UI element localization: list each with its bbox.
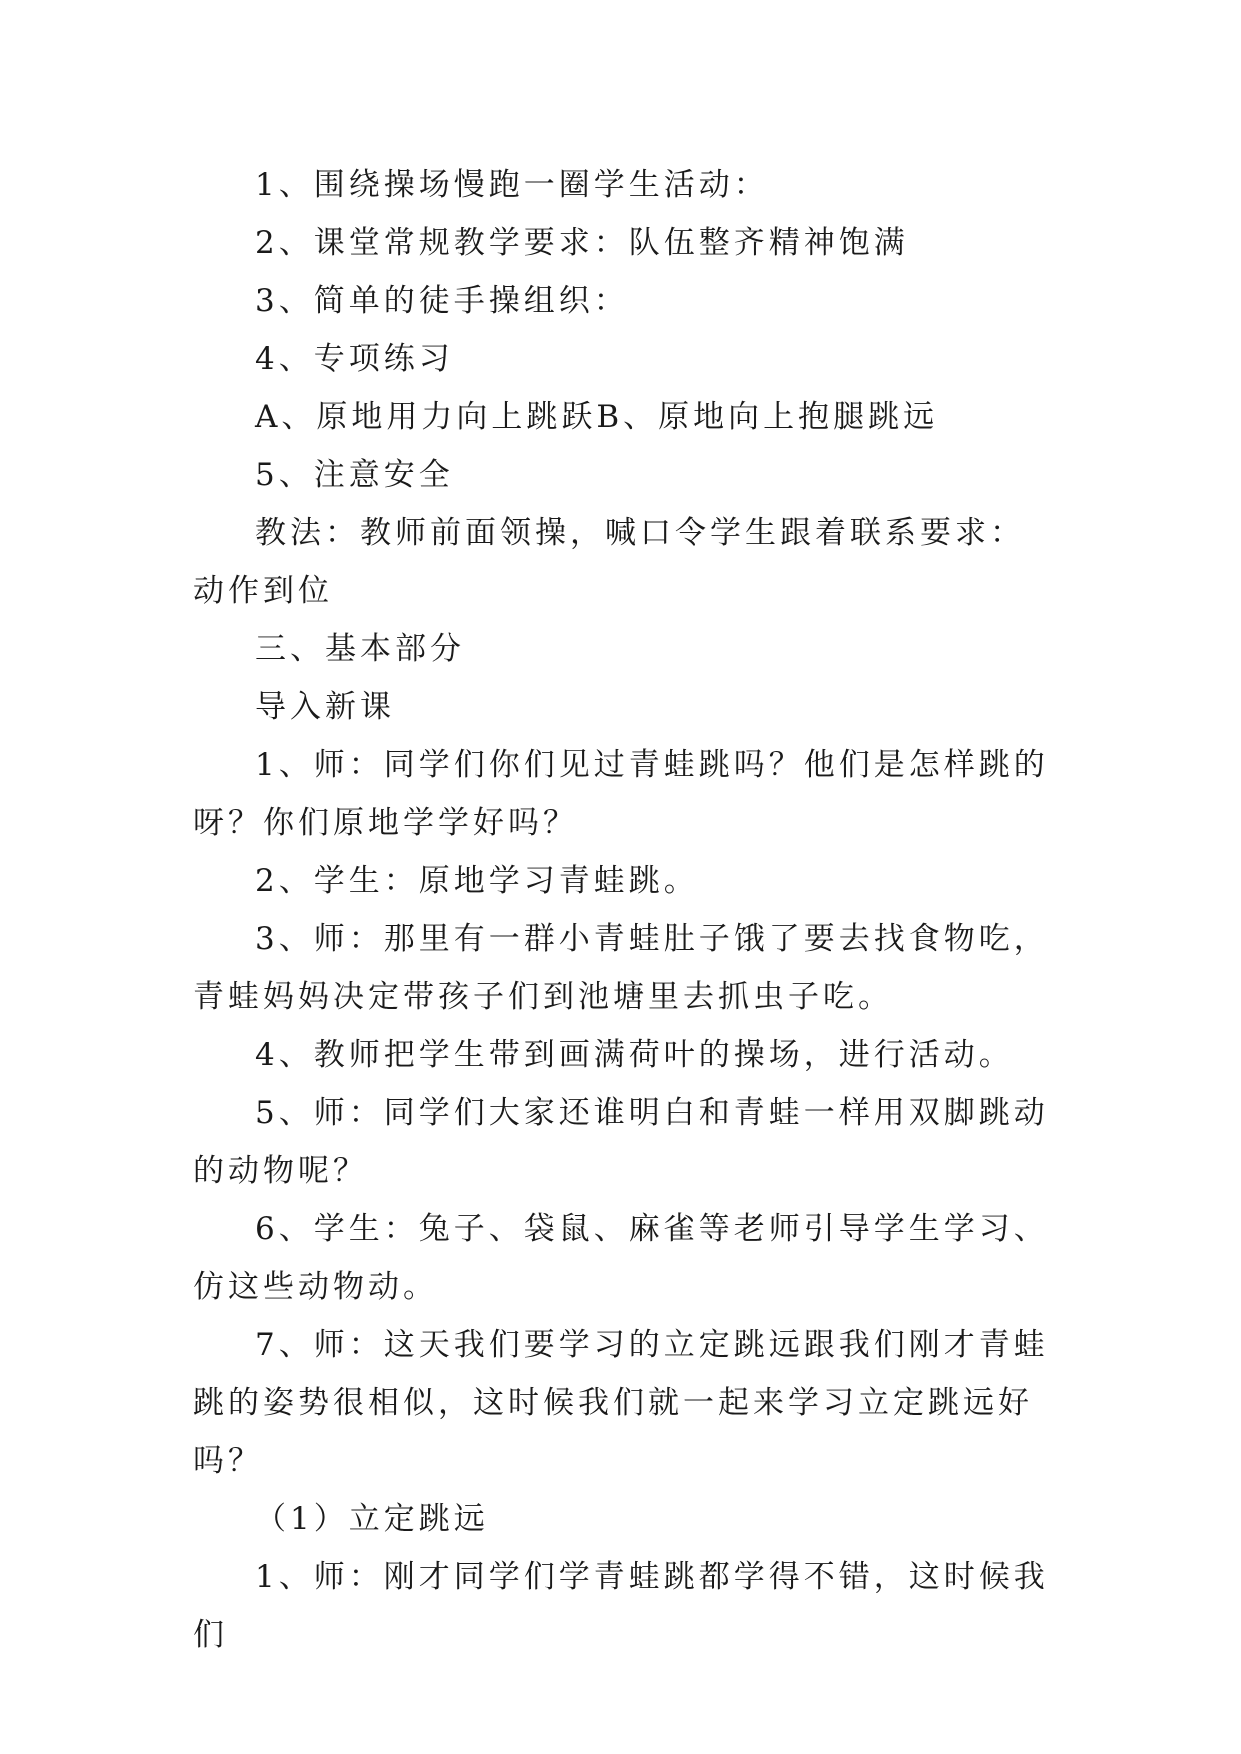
paragraph-16: 7、师：这天我们要学习的立定跳远跟我们刚才青蛙跳的姿势很相似，这时候我们就一起来学习立定跳远好吗？ bbox=[193, 1327, 1049, 1479]
paragraph-7: 教法：教师前面领操，喊口令学生跟着联系要求：动作到位 bbox=[193, 515, 1025, 609]
paragraph-5: A、原地用力向上跳跃B、原地向上抱腿跳远 bbox=[255, 399, 939, 435]
paragraph-4: 4、专项练习 bbox=[255, 341, 454, 377]
section-heading: 三、基本部分 bbox=[255, 631, 465, 667]
paragraph-11: 2、学生：原地学习青蛙跳。 bbox=[255, 863, 699, 899]
paragraph-18: 1、师：刚才同学们学青蛙跳都学得不错，这时候我们 bbox=[193, 1559, 1049, 1653]
paragraph-13: 4、教师把学生带到画满荷叶的操场，进行活动。 bbox=[255, 1037, 1014, 1073]
paragraph-17: （1）立定跳远 bbox=[255, 1501, 489, 1537]
paragraph-10: 1、师：同学们你们见过青蛙跳吗？他们是怎样跳的呀？你们原地学学好吗？ bbox=[193, 747, 1049, 841]
paragraph-15: 6、学生：兔子、袋鼠、麻雀等老师引导学生学习、仿这些动物动。 bbox=[193, 1211, 1049, 1305]
paragraph-14: 5、师：同学们大家还谁明白和青蛙一样用双脚跳动的动物呢？ bbox=[193, 1095, 1049, 1189]
paragraph-12: 3、师：那里有一群小青蛙肚子饿了要去找食物吃，青蛙妈妈决定带孩子们到池塘里去抓虫子吃。 bbox=[193, 921, 1049, 1015]
subsection-heading: 导入新课 bbox=[255, 689, 395, 725]
paragraph-1: 1、围绕操场慢跑一圈学生活动： bbox=[255, 167, 769, 203]
paragraph-2: 2、课堂常规教学要求：队伍整齐精神饱满 bbox=[255, 225, 909, 261]
paragraph-6: 5、注意安全 bbox=[255, 457, 454, 493]
document-body bbox=[193, 156, 1053, 1664]
paragraph-3: 3、简单的徒手操组织： bbox=[255, 283, 629, 319]
